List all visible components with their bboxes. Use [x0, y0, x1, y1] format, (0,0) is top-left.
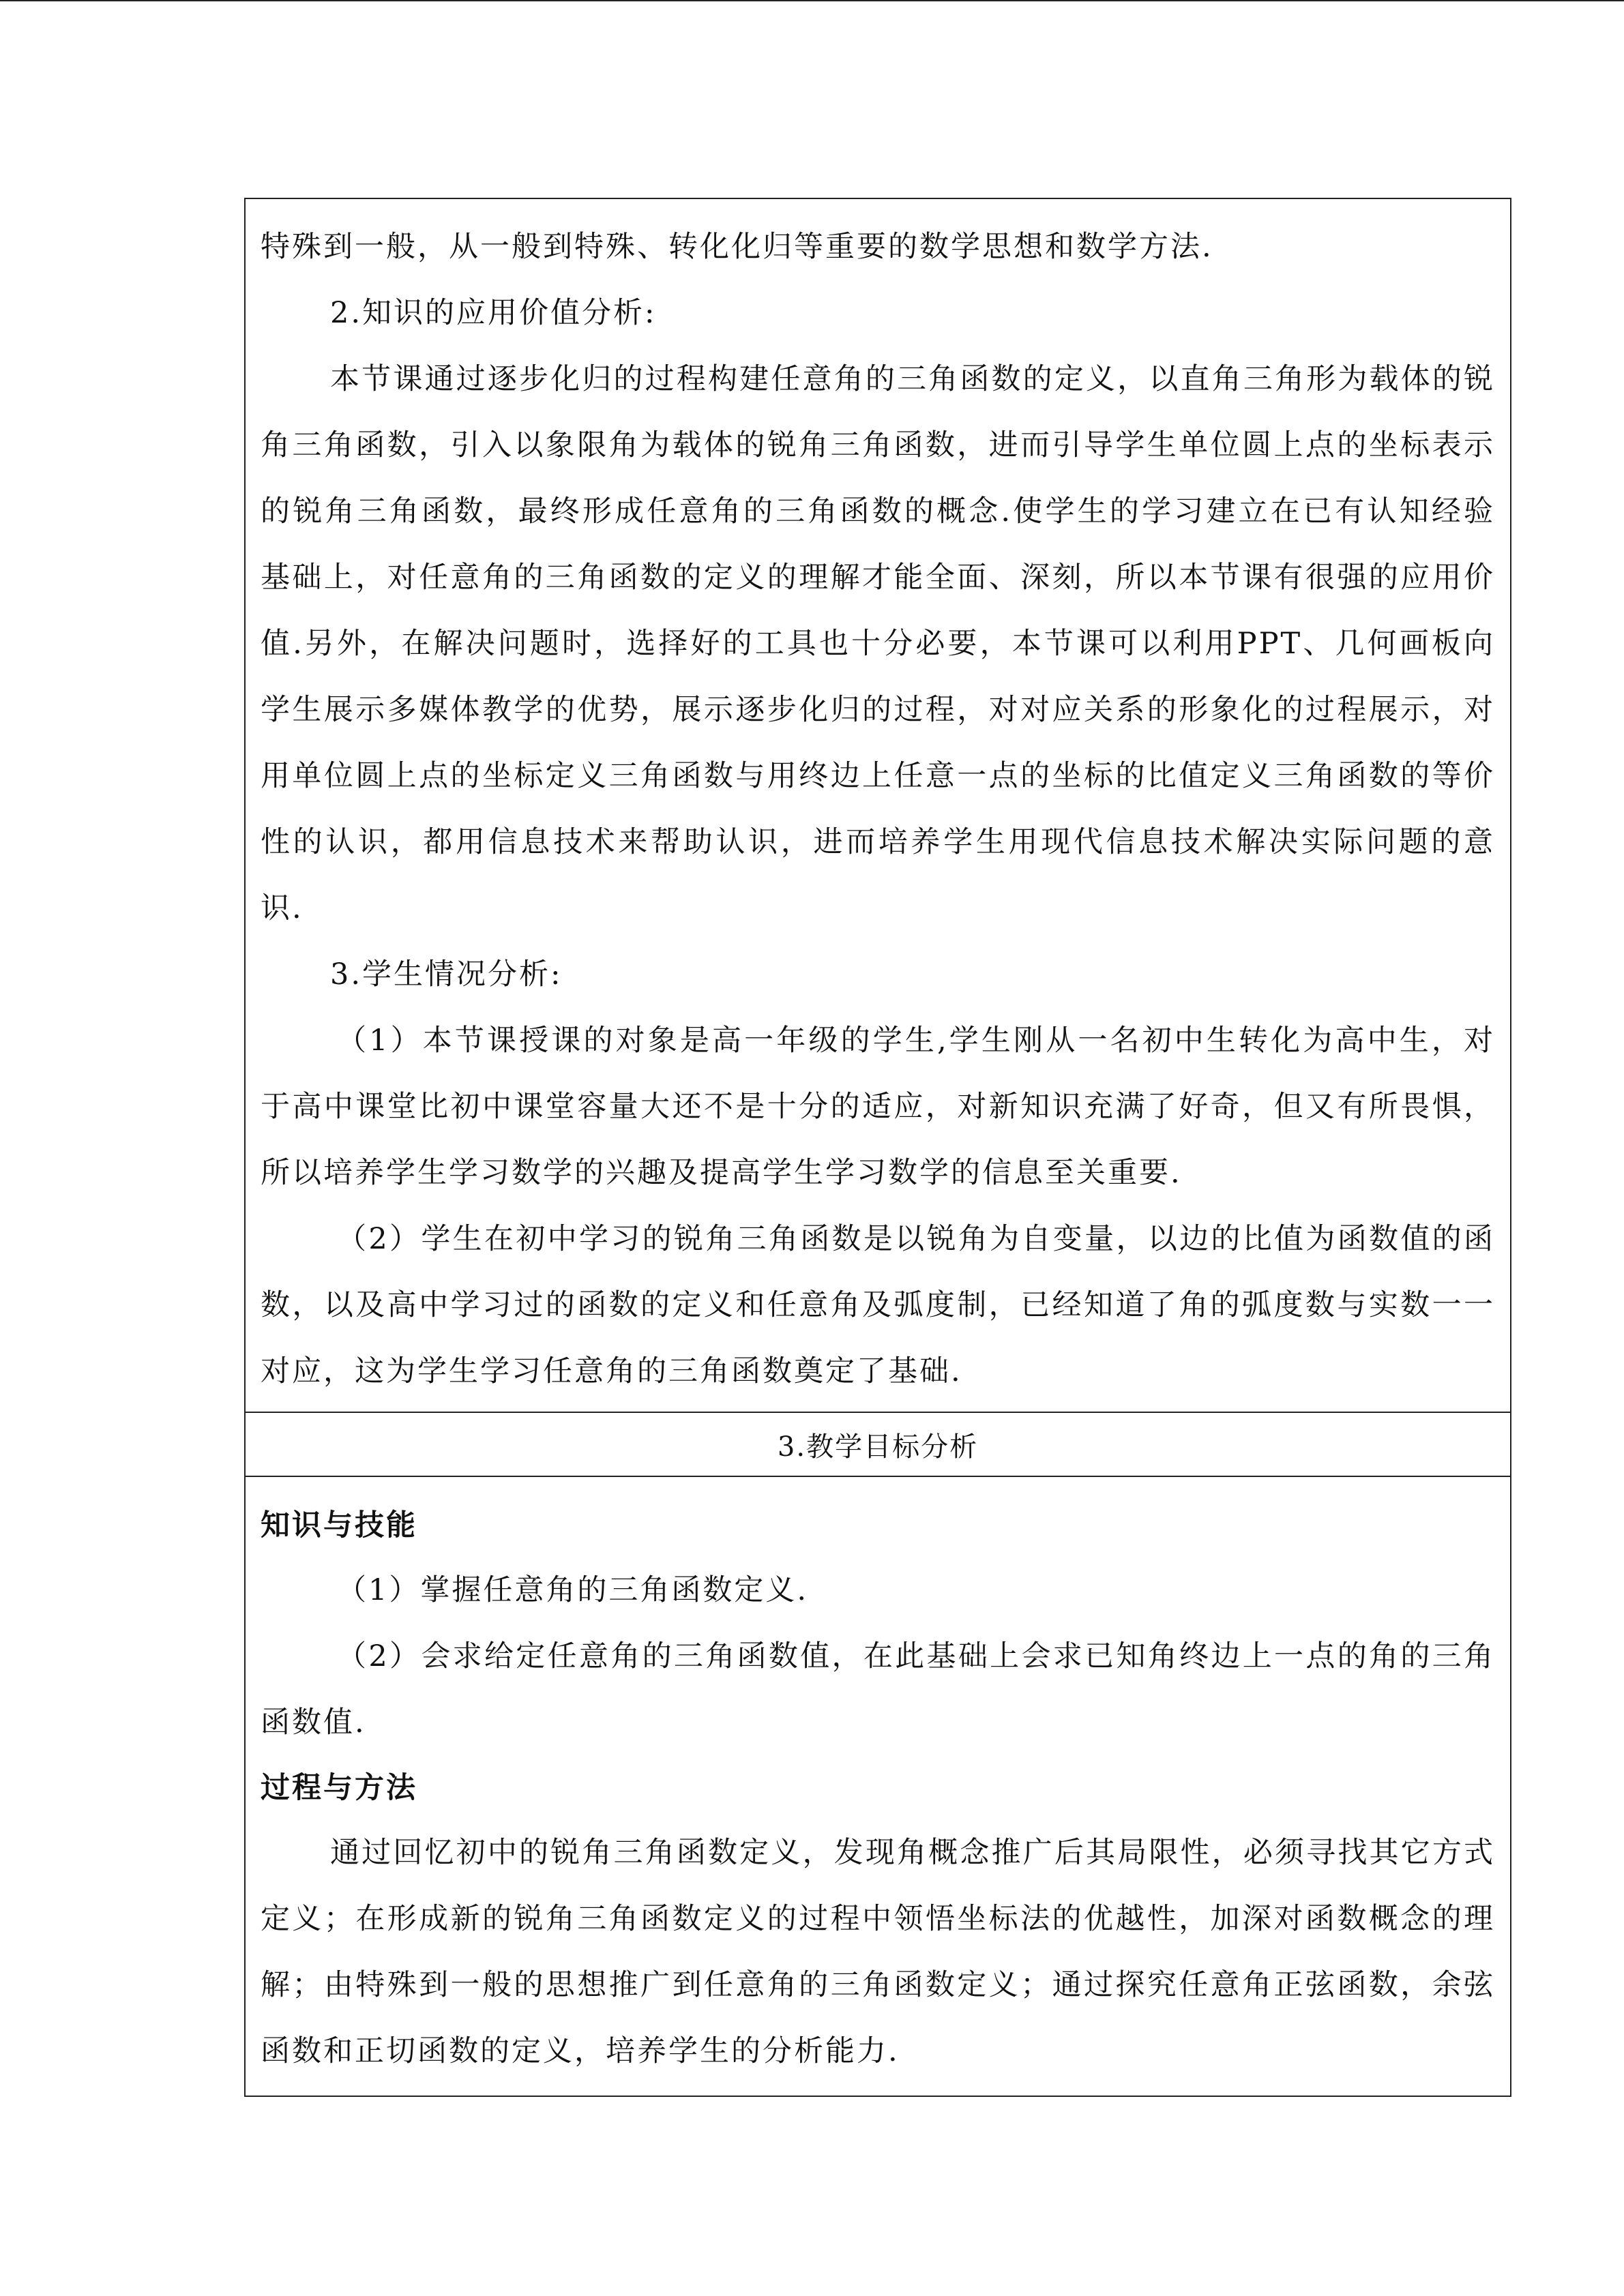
page-top-rule	[0, 0, 1624, 1]
process-method-paragraph: 通过回忆初中的锐角三角函数定义，发现角概念推广后其局限性，必须寻找其它方式定义；在形成新的锐角三角函数定义的过程中领悟坐标法的优越性，加深对函数概念的理解；由特殊到一般的思想推广到任意角的三角函数定义；通过探究任意角正弦函数，余弦函数和正切函数的定义，培养学生的分析能力.	[261, 1836, 1495, 2068]
objectives-heading-cell	[246, 1413, 1510, 1477]
process-method-title: 过程与方法	[261, 1771, 417, 1805]
application-value-heading: 2.知识的应用价值分析:	[330, 296, 657, 330]
student-analysis-point-2: （2）学生在初中学习的锐角三角函数是以锐角为自变量，以边的比值为函数值的函数，以及高中学习过的函数的定义和任意角及弧度制，已经知道了角的弧度数与实数一一对应，这为学生学习任意角的三角函数奠定了基础.	[261, 1222, 1495, 1388]
objectives-cell	[246, 1477, 1510, 2096]
knowledge-item-1: （1）掌握任意角的三角函数定义.	[337, 1573, 809, 1607]
student-analysis-point-1: （1）本节课授课的对象是高一年级的学生,学生刚从一名初中生转化为高中生，对于高中课堂比初中课堂容量大还不是十分的适应，对新知识充满了好奇，但又有所畏惧，所以培养学生学习数学的兴趣及提高学生学习数学的信息至关重要.	[261, 1024, 1495, 1190]
continuation-paragraph: 特殊到一般，从一般到特殊、转化化归等重要的数学思想和数学方法.	[261, 230, 1213, 264]
knowledge-item-2: （2）会求给定任意角的三角函数值，在此基础上会求已知角终边上一点的角的三角函数值.	[261, 1639, 1495, 1740]
student-analysis-heading: 3.学生情况分析:	[330, 957, 563, 992]
lesson-plan-table	[244, 198, 1511, 2097]
analysis-continued-cell	[246, 199, 1510, 1413]
knowledge-skills-title: 知识与技能	[261, 1508, 417, 1542]
application-value-paragraph: 本节课通过逐步化归的过程构建任意角的三角函数的定义，以直角三角形为载体的锐角三角函数，引入以象限角为载体的锐角三角函数，进而引导学生单位圆上点的坐标表示的锐角三角函数，最终形成任意角的三角函数的概念.使学生的学习建立在已有认知经验基础上，对任意角的三角函数的定义的理解才能全面、深刻，所以本节课有很强的应用价值.另外，在解决问题时，选择好的工具也十分必要，本节课可以利用PPT、几何画板向学生展示多媒体教学的优势，展示逐步化归的过程，对对应关系的形象化的过程展示，对用单位圆上点的坐标定义三角函数与用终边上任意一点的坐标的比值定义三角函数的等价性的认识，都用信息技术来帮助认识，进而培养学生用现代信息技术解决实际问题的意识.	[261, 362, 1495, 925]
objectives-heading: 3.教学目标分析	[777, 1431, 979, 1463]
